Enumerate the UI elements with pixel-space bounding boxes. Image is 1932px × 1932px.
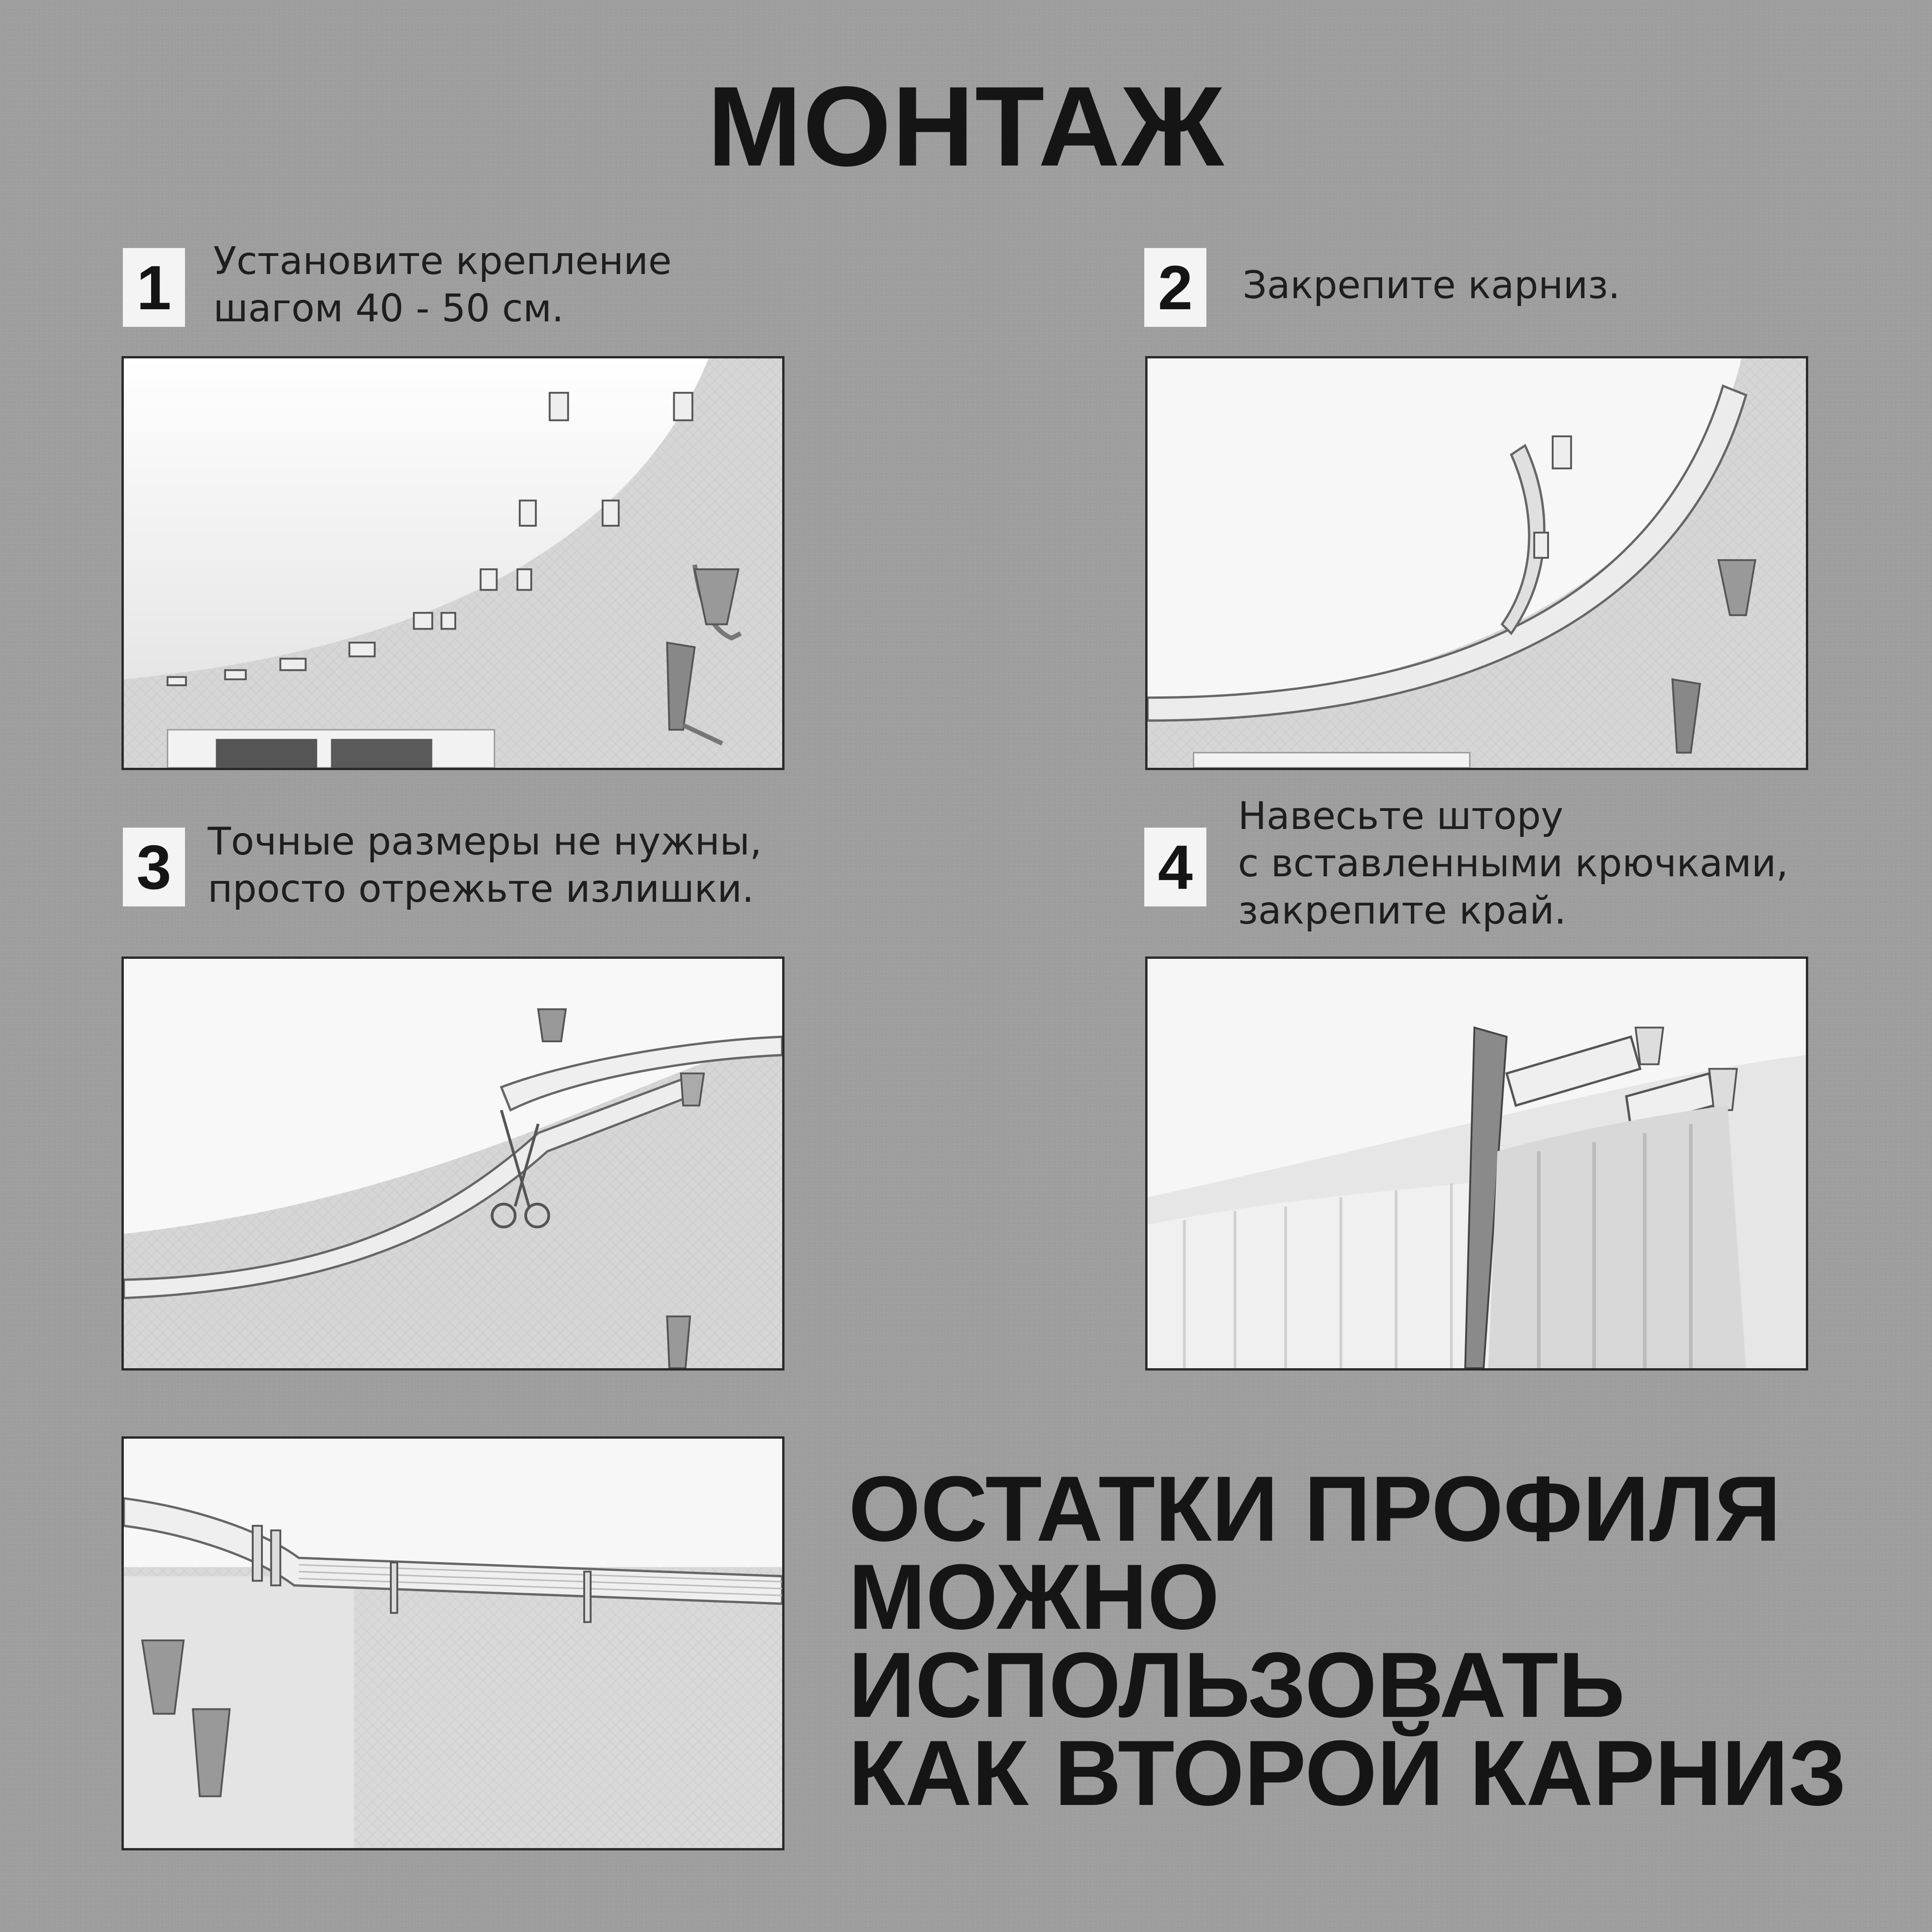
caption-line-1: ОСТАТКИ ПРОФИЛЯ xyxy=(848,1457,1781,1561)
second-cornice-caption xyxy=(848,1457,1847,1825)
step-4-text xyxy=(1238,793,1788,935)
step-4-number: 4 xyxy=(1144,828,1206,906)
caption-line-3: ИСПОЛЬЗОВАТЬ xyxy=(848,1633,1625,1737)
step-2-illustration xyxy=(1145,356,1808,770)
step-3-illustration xyxy=(121,956,784,1371)
step-2-text xyxy=(1243,262,1620,309)
step-3-line-1: Точные размеры не нужны, xyxy=(208,820,762,864)
step-4-line-2: с вставленными крючками, xyxy=(1238,842,1788,886)
step-1-text xyxy=(213,238,672,332)
caption-line-2: МОЖНО xyxy=(848,1545,1220,1649)
step-1-number: 1 xyxy=(123,248,185,327)
second-cornice-illustration xyxy=(121,1436,784,1850)
caption-line-4: КАК ВТОРОЙ КАРНИЗ xyxy=(848,1722,1847,1825)
step-1-line-2: шагом 40 - 50 см. xyxy=(213,287,564,331)
step-4-line-1: Навесьте штору xyxy=(1238,794,1563,838)
step-1-line-1: Установите крепление xyxy=(213,239,672,283)
step-1-illustration xyxy=(121,356,784,770)
step-4-illustration xyxy=(1145,956,1808,1371)
step-3-line-2: просто отрежьте излишки. xyxy=(208,867,754,911)
step-2-number: 2 xyxy=(1144,248,1206,327)
step-2-line-1: Закрепите карниз. xyxy=(1243,263,1620,307)
step-3-number: 3 xyxy=(123,828,185,906)
step-3-text xyxy=(208,818,762,913)
page-title: МОНТАЖ xyxy=(707,63,1225,190)
step-4-line-3: закрепите край. xyxy=(1238,889,1567,933)
